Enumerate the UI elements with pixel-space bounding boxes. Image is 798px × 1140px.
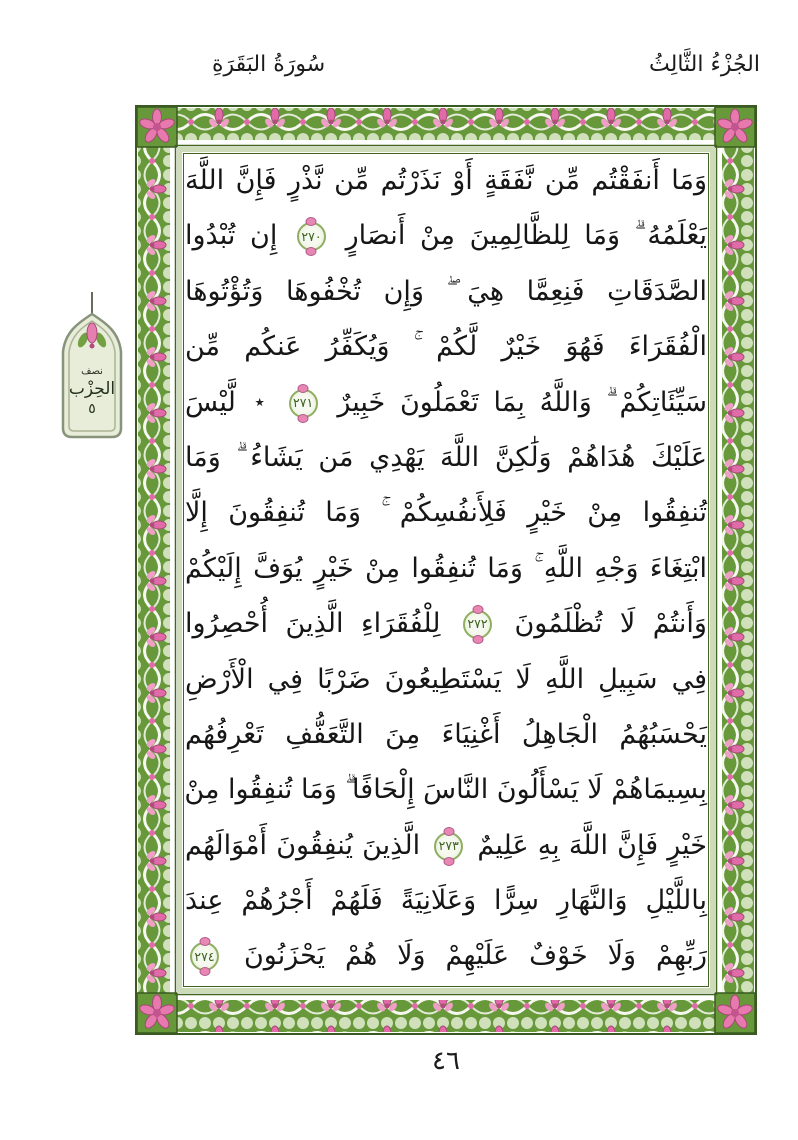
verse-text: سَيِّئَاتِكُمْ ۗ وَاللَّهُ بِمَا تَعْمَلُونَ خَبِيرٌ bbox=[337, 386, 707, 418]
quran-line bbox=[185, 264, 707, 319]
verse-text: تُنفِقُوا مِنْ خَيْرٍ فَلِأَنفُسِكُمْ ۚ وَمَا تُنفِقُونَ إِلَّا bbox=[185, 497, 707, 529]
rub-el-hizb-star-icon: ٭ bbox=[254, 391, 265, 414]
quran-line bbox=[185, 208, 707, 263]
surah-title: سُورَةُ البَقَرَةِ bbox=[212, 52, 326, 77]
verse-text: بِاللَّيْلِ وَالنَّهَارِ سِرًّا وَعَلَانِيَةً فَلَهُمْ أَجْرُهُمْ عِندَ bbox=[185, 885, 707, 917]
juz-title: الجُزْءُ الثَّالِثُ bbox=[649, 52, 760, 77]
verse-text: بِسِيمَاهُمْ لَا يَسْأَلُونَ النَّاسَ إِلْحَافًا ۗ وَمَا تُنفِقُوا مِنْ bbox=[184, 774, 707, 806]
verse-text: يَعْلَمُهُ ۗ وَمَا لِلظَّالِمِينَ مِنْ أَنصَارٍ bbox=[345, 220, 707, 252]
verse-text: الَّذِينَ يُنفِقُونَ أَمْوَالَهُم bbox=[185, 829, 421, 861]
quran-line bbox=[185, 596, 707, 651]
verse-text: الْفُقَرَاءَ فَهُوَ خَيْرٌ لَّكُمْ ۚ وَيُكَفِّرُ عَنكُم مِّن bbox=[185, 331, 707, 363]
verse-text: وَأَنتُمْ لَا تُظْلَمُونَ bbox=[514, 608, 707, 640]
hizb-half-label: نصف bbox=[81, 366, 103, 377]
quran-line bbox=[185, 873, 707, 928]
quran-line bbox=[185, 153, 707, 208]
hizb-marker bbox=[52, 290, 132, 445]
verse-text: خَيْرٍ فَإِنَّ اللَّهَ بِهِ عَلِيمٌ bbox=[477, 829, 707, 861]
verse-end-marker: ٢٧٠ bbox=[297, 222, 326, 251]
verse-text: وَمَا أَنفَقْتُم مِّن نَّفَقَةٍ أَوْ نَذَرْتُم مِّن نَّذْرٍ فَإِنَّ اللَّهَ bbox=[185, 165, 707, 196]
verse-end-marker: ٢٧٣ bbox=[434, 832, 463, 861]
verse-text: إِن تُبْدُوا bbox=[185, 220, 278, 252]
verse-text: عَلَيْكَ هُدَاهُمْ وَلَٰكِنَّ اللَّهَ يَهْدِي مَن يَشَاءُ ۗ وَمَا bbox=[185, 441, 707, 473]
verse-text: رَبِّهِمْ وَلَا خَوْفٌ عَلَيْهِمْ وَلَا هُمْ يَحْزَنُونَ bbox=[243, 940, 707, 972]
quran-line bbox=[185, 485, 707, 540]
quran-line bbox=[185, 818, 707, 873]
verse-end-marker: ٢٧٤ bbox=[190, 942, 219, 971]
verse-end-marker: ٢٧٢ bbox=[463, 610, 492, 639]
verse-text: ابْتِغَاءَ وَجْهِ اللَّهِ ۚ وَمَا تُنفِقُوا مِنْ خَيْرٍ يُوَفَّ إِلَيْكُمْ bbox=[185, 552, 707, 584]
hizb-number: ٥ bbox=[88, 401, 96, 417]
verse-text: لَّيْسَ bbox=[185, 386, 236, 418]
verse-end-marker: ٢٧١ bbox=[289, 389, 318, 418]
quran-line bbox=[185, 928, 707, 983]
quran-line bbox=[185, 707, 707, 762]
mushaf-lines bbox=[185, 153, 707, 985]
quran-line bbox=[185, 541, 707, 596]
verse-text: الصَّدَقَاتِ فَنِعِمَّا هِيَ ۖ وَإِن تُخْفُوهَا وَتُؤْتُوهَا bbox=[185, 275, 707, 307]
quran-line bbox=[185, 762, 707, 817]
quran-line bbox=[185, 430, 707, 485]
quran-line bbox=[185, 375, 707, 430]
verse-text: يَحْسَبُهُمُ الْجَاهِلُ أَغْنِيَاءَ مِنَ التَّعَفُّفِ تَعْرِفُهُم bbox=[185, 718, 707, 750]
hizb-label: الحِزْب bbox=[68, 379, 116, 399]
verse-text: فِي سَبِيلِ اللَّهِ لَا يَسْتَطِيعُونَ ضَرْبًا فِي الْأَرْضِ bbox=[185, 663, 707, 695]
page-number: ٤٦ bbox=[432, 1046, 460, 1076]
verse-text: لِلْفُقَرَاءِ الَّذِينَ أُحْصِرُوا bbox=[185, 608, 441, 640]
quran-line bbox=[185, 652, 707, 707]
quran-line bbox=[185, 319, 707, 374]
